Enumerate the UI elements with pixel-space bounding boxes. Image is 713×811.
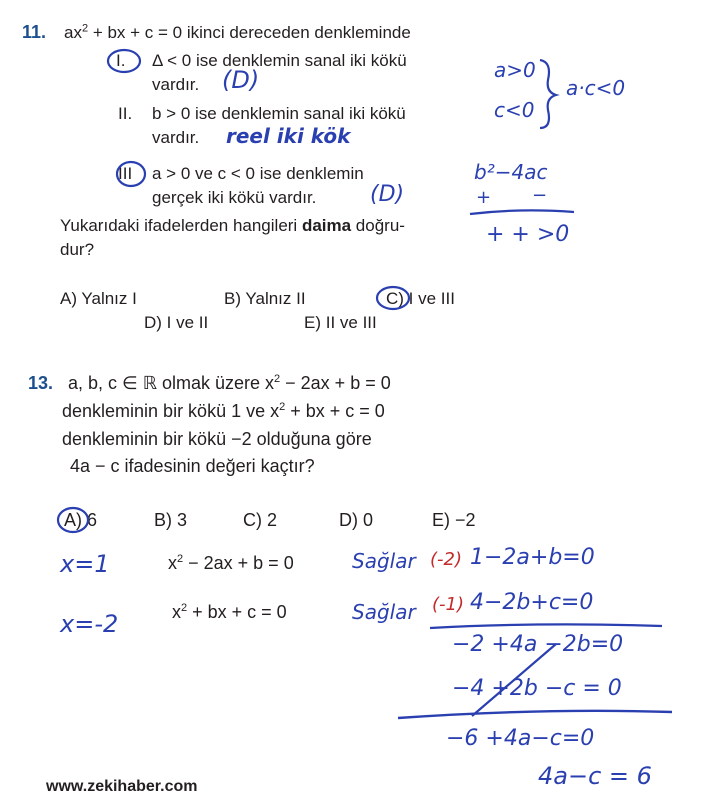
q11-note-minus: −	[532, 185, 548, 206]
q13-work-eq1-pre: x	[168, 553, 177, 573]
q11-option-e[interactable]: E) II ve III	[304, 313, 377, 332]
q13-work-x1: x=1	[60, 550, 110, 578]
q13-work-mult1: (-2)	[430, 549, 462, 570]
q11-item-i-text2: vardır.	[152, 75, 200, 94]
q13-line-1	[430, 624, 662, 628]
q11-item-i-label: I.	[116, 51, 126, 70]
q13-line4: 4a − c ifadesinin değeri kaçtır?	[70, 456, 315, 476]
q13-work-final: 4a−c = 6	[538, 762, 652, 790]
q11-option-c[interactable]: C) I ve III	[386, 289, 455, 308]
q11-stem-b: + bx + c = 0 ikinci dereceden denkleminde	[88, 23, 411, 42]
q13-option-a[interactable]: A) 6	[64, 510, 98, 530]
q13-work-sag2: Sağlar	[352, 600, 416, 624]
q13-work-mult2: (-1)	[432, 594, 464, 615]
q13-option-d[interactable]: D) 0	[339, 510, 374, 530]
q13-work-eq2-pre: x	[172, 602, 181, 622]
q11-question-post: doğru-	[351, 216, 405, 235]
q13-work-eq2-post: + bx + c = 0	[187, 602, 287, 622]
q11-item-iii-label: III	[118, 164, 133, 183]
q11-question-end: dur?	[60, 240, 95, 259]
q11-item-i-mark: (D)	[222, 66, 260, 94]
q13-option-c[interactable]: C) 2	[243, 510, 278, 530]
q11-note-disc: b²−4ac	[474, 160, 548, 184]
q11-item-ii-label: II.	[118, 104, 133, 123]
q11-note-sum: + + >0	[486, 222, 570, 247]
q11-question	[60, 216, 405, 236]
q13-work-step1: −2 +4a −2b=0	[452, 632, 624, 657]
q13-work-step2: −4 +2b −c = 0	[452, 676, 622, 701]
q11-item-iii-mark: (D)	[370, 182, 405, 207]
q13-work-sag1: Sağlar	[352, 549, 416, 573]
q11-option-b[interactable]: B) Yalnız II	[224, 289, 306, 308]
q11-question-pre: Yukarıdaki ifadelerden hangileri	[60, 216, 302, 235]
q11-stem: $ax^2$ + bx + c = 0 ikinci dereceden denkleminde	[64, 22, 411, 42]
q13-line1-post: − 2ax + b = 0	[280, 373, 391, 393]
q13-option-e[interactable]: E) −2	[432, 510, 476, 530]
q11-item-i-text: Δ < 0 ise denklemin sanal iki kökü	[152, 51, 407, 70]
q11-sum-line	[470, 210, 574, 214]
q11-note-a-pos: a>0	[494, 58, 536, 82]
q11-option-a[interactable]: A) Yalnız I	[60, 289, 137, 308]
q11-stem-a: ax	[64, 23, 82, 42]
q13-line-2	[398, 711, 672, 718]
q11-note-ac: a·c<0	[566, 76, 626, 100]
q13-line2-pre: denkleminin bir kökü 1 ve x	[62, 401, 280, 421]
q13-line3: denkleminin bir kökü −2 olduğuna göre	[62, 429, 372, 449]
q13-work-res1: 1−2a+b=0	[470, 545, 595, 570]
q11-question-bold: daima	[301, 216, 352, 235]
q13-work-x2: x=-2	[60, 610, 119, 638]
q11-item-iii-text2: gerçek iki kökü vardır.	[152, 188, 317, 207]
q11-item-iii-text: a > 0 ve c < 0 ise denklemin	[152, 164, 364, 183]
q11-item-ii-mark: reel iki kök	[226, 124, 351, 148]
footer-url: www.zekihaber.com	[46, 778, 198, 795]
q11-note-plus: +	[476, 187, 492, 208]
q13-line2-post: + bx + c = 0	[285, 401, 385, 421]
q11-item-ii-text: b > 0 ise denklemin sanal iki kökü	[152, 104, 406, 123]
q11-item-ii-text2: vardır.	[152, 128, 200, 147]
q13-number: 13.	[28, 373, 54, 393]
q13-work-res2: 4−2b+c=0	[470, 590, 594, 615]
q13-work-eq1: $x^2 - 2ax + b = 0$	[168, 553, 294, 573]
q13-line1-pre: a, b, c ∈ ℝ olmak üzere x	[68, 373, 275, 393]
q13-work-step3: −6 +4a−c=0	[446, 726, 595, 751]
q13-line2: denkleminin bir kökü 1 ve $x^2$ + bx + c = 0	[62, 401, 385, 421]
q11-note-c-neg: c<0	[494, 98, 535, 122]
q13-work-eq1-post: − 2ax + b = 0	[183, 553, 294, 573]
q13-line1: a, b, c ∈ ℝ olmak üzere $x^2 - 2ax + b = 0$	[68, 373, 391, 393]
q13-work-eq2: $x^2$ + bx + c = 0	[172, 602, 287, 622]
q11-number: 11.	[22, 22, 47, 42]
q11-option-d[interactable]: D) I ve II	[144, 313, 209, 332]
q13-option-b[interactable]: B) 3	[154, 510, 188, 530]
q11-brace	[540, 60, 556, 128]
